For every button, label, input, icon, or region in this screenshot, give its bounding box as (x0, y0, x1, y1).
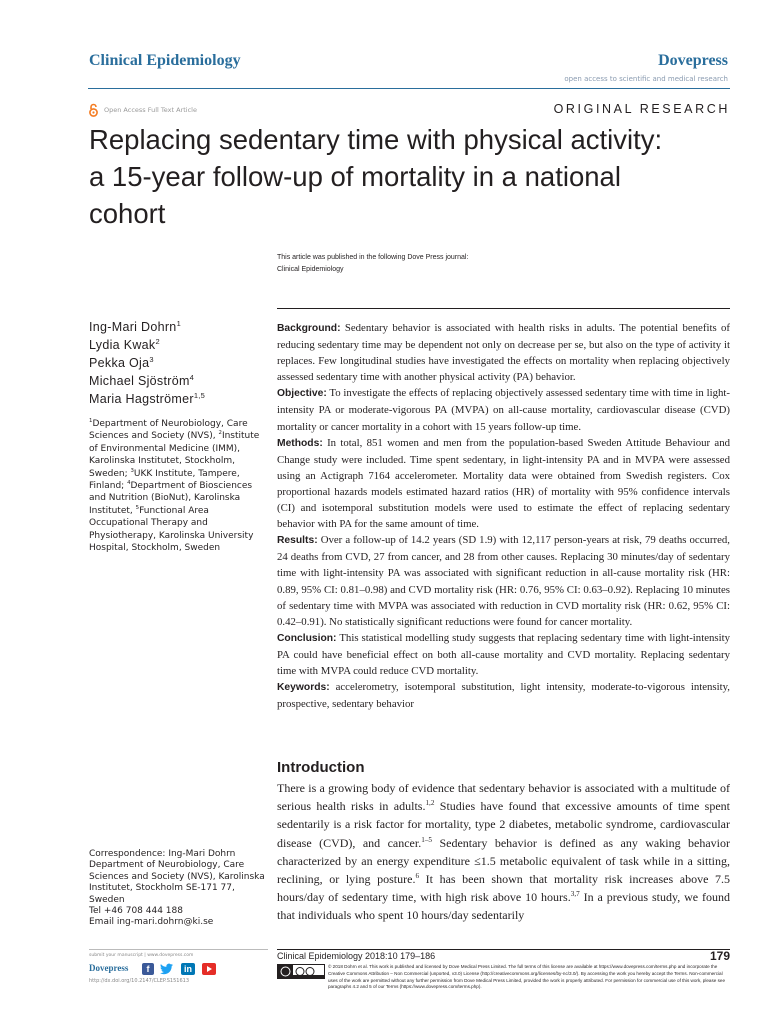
open-access-label: Open Access Full Text Article (104, 106, 197, 114)
author: Lydia Kwak$^2$ (89, 336, 160, 352)
author: Maria Hagströmer$^{1,5}$ (89, 390, 206, 406)
abstract-objective: Objective: To investigate the effects of replacing objectively assessed sedentary time with time in light-intensity PA or moderate-vigorous PA (MVPA) on all-cause mortality, cardiovascular disease (CVD) mortality or cancer mortality in a cohort with 15 years follow-up time. (277, 387, 730, 433)
page-number: 179 (709, 949, 730, 963)
linkedin-icon[interactable]: in (181, 963, 195, 975)
correspondence-name: Correspondence: Ing-Mari Dohrn (89, 849, 236, 859)
abstract-conclusion: Conclusion: This statistical modelling study suggests that replacing sedentary time with light-intensity PA could have beneficial effect on both all-cause mortality and CVD mortality. Replacing sedentary time with MVPA could reduce CVD mortality. (277, 631, 730, 677)
facebook-icon[interactable]: f (142, 963, 154, 975)
article-type: ORIGINAL RESEARCH (553, 102, 730, 116)
introduction-paragraph: There is a growing body of evidence that sedentary behavior is associated with a multitude of serious health risks in adults.$^{1,2}$ Studies have found that excessive amounts of time spent sedentarily is a risk factor for mortality, type 2 diabetes, metabolic syndrome, cardiovascular disease (CVD), and cancer.$^{1-5}$ Sedentary behavior is defined as any waking behavior characterized by an energy expenditure ≤1.5 metabolic equivalent of task while in a sitting, reclining, or lying posture.$^6$ It has been shown that mortality risk increases above 7.5 hours/day of sedentary time, with high risk above 10 hours.$^{3,7}$ In a previous study, we found that individuals who spent 10 hours/day sedentarily (277, 781, 731, 923)
introduction-heading: Introduction (277, 759, 365, 776)
twitter-icon[interactable] (160, 963, 173, 975)
author: Pekka Oja$^3$ (89, 354, 154, 370)
abstract-results: Results: Over a follow-up of 14.2 years (SD 1.9) with 12,117 person-years at risk, 79 deaths occurred, 24 deaths from CVD, 27 from cancer, and 28 from other causes. Replacing 30 minutes/day of sedentary time with light-intensity PA was associated with significant reduction in all-cause mortality risk (HR: 0.89, 95% CI: 0.81–0.98) and CVD mortality risk (HR: 0.76, 95% CI: 0.63–0.92). Replacing 10 minutes of sedentary time with MVPA was associated with reduction in CVD mortality risk (HR: 0.62, 95% CI: 0.42–0.91). No statistically significant reductions were found for cancer mortality. (277, 534, 730, 628)
publication-note-journal[interactable]: Clinical Epidemiology (277, 266, 344, 273)
publisher-logo[interactable]: Dovepress (658, 52, 728, 69)
article-title (89, 121, 729, 232)
header-divider (88, 88, 730, 89)
abstract-methods: Methods: In total, 851 women and men from the population-based Sweden Attitude Behaviour and Change study were included. Time spent sedentary, in light-intensity PA and in MVPA were assessed using an Actigraph 7164 accelerometer. Mortality data were obtained from Swedish registers. Cox proportional hazards models estimated hazard ratios (HR) of mortality with 95% confidence intervals (CI) and isotemporal substitution models were used to estimate the effect of replacing sedentary behavior with PA for the same amount of time. (277, 436, 730, 531)
youtube-icon[interactable] (202, 963, 216, 975)
footer-divider (89, 949, 268, 950)
creative-commons-badge-icon[interactable] (277, 964, 325, 979)
submit-manuscript-link[interactable]: submit your manuscript | www.dovepress.com (89, 953, 194, 958)
publisher-tagline: open access to scientific and medical research (564, 75, 728, 83)
correspondence-phone: Tel +46 708 444 188 (89, 906, 183, 917)
correspondence-email[interactable]: Email ing-mari.dohrn@ki.se (89, 917, 214, 928)
abstract-divider (277, 308, 730, 309)
abstract (277, 320, 730, 712)
title-line: Replacing sedentary time with physical activity: (89, 124, 663, 155)
correspondence-address: Department of Neurobiology, Care Sciences and Society (NVS), Karolinska Institutet, Stockholm SE-171 77, Sweden (89, 860, 265, 905)
open-access-icon (88, 103, 99, 117)
author-list (89, 318, 205, 408)
correspondence (89, 849, 269, 929)
abstract-background: Background: Sedentary behavior is associated with health risks in adults. The potential benefits of reducing sedentary time may be dependent not only on decrease per se, but also on the type of activity it replaces. Few longitudinal studies have investigated the effects on mortality when replacing objectively assessed sedentary time with another physical activity (PA) behavior. (277, 322, 730, 384)
title-line: cohort (89, 198, 166, 229)
author: Ing-Mari Dohrn$^1$ (89, 318, 182, 334)
footer-publisher-logo[interactable]: Dovepress (89, 963, 129, 973)
doi-link[interactable]: http://dx.doi.org/10.2147/CLEP.S151613 (89, 978, 190, 984)
abstract-keywords: Keywords: accelerometry, isotemporal substitution, light intensity, moderate-to-vigorous intensity, prospective, sedentary behavior (277, 681, 730, 711)
footer-divider (277, 949, 730, 950)
publication-note (277, 252, 468, 276)
title-line: a 15-year follow-up of mortality in a national (89, 161, 621, 192)
license-text: © 2018 Dohrn et al. This work is published and licensed by Dove Medical Press Limited. The full terms of this license are available at https://www.dovepress.com/terms.php and incorporate the Creative Commons Attribution – Non Commercial (unported, v3.0) License (http://creativecommons.org/licenses/by-nc/3.0/). By accessing the work you hereby accept the Terms. Non-commercial uses of the work are permitted without any further permission from Dove Medical Press Limited, provided the work is properly attributed. For permission for commercial use of this work, please see paragraphs 4.2 and 5 of our Terms (https://www.dovepress.com/terms.php). (328, 964, 726, 990)
affiliations: $^1$Department of Neurobiology, Care Sciences and Society (NVS), $^2$Institute of Environmental Medicine (IMM), Karolinska Institutet, Stockholm, Sweden; $^3$UKK Institute, Tampere, Finland; $^4$Department of Biosciences and Nutrition (BioNut), Karolinska Institutet, $^5$Functional Area Occupational Therapy and Physiotherapy, Karolinska University Hospital, Stockholm, Sweden (89, 418, 260, 554)
journal-name[interactable]: Clinical Epidemiology (89, 52, 241, 69)
footer-citation: Clinical Epidemiology 2018:10 179–186 (277, 951, 436, 961)
publication-note-text: This article was published in the following Dove Press journal: (277, 254, 469, 261)
author: Michael Sjöström$^4$ (89, 372, 195, 388)
